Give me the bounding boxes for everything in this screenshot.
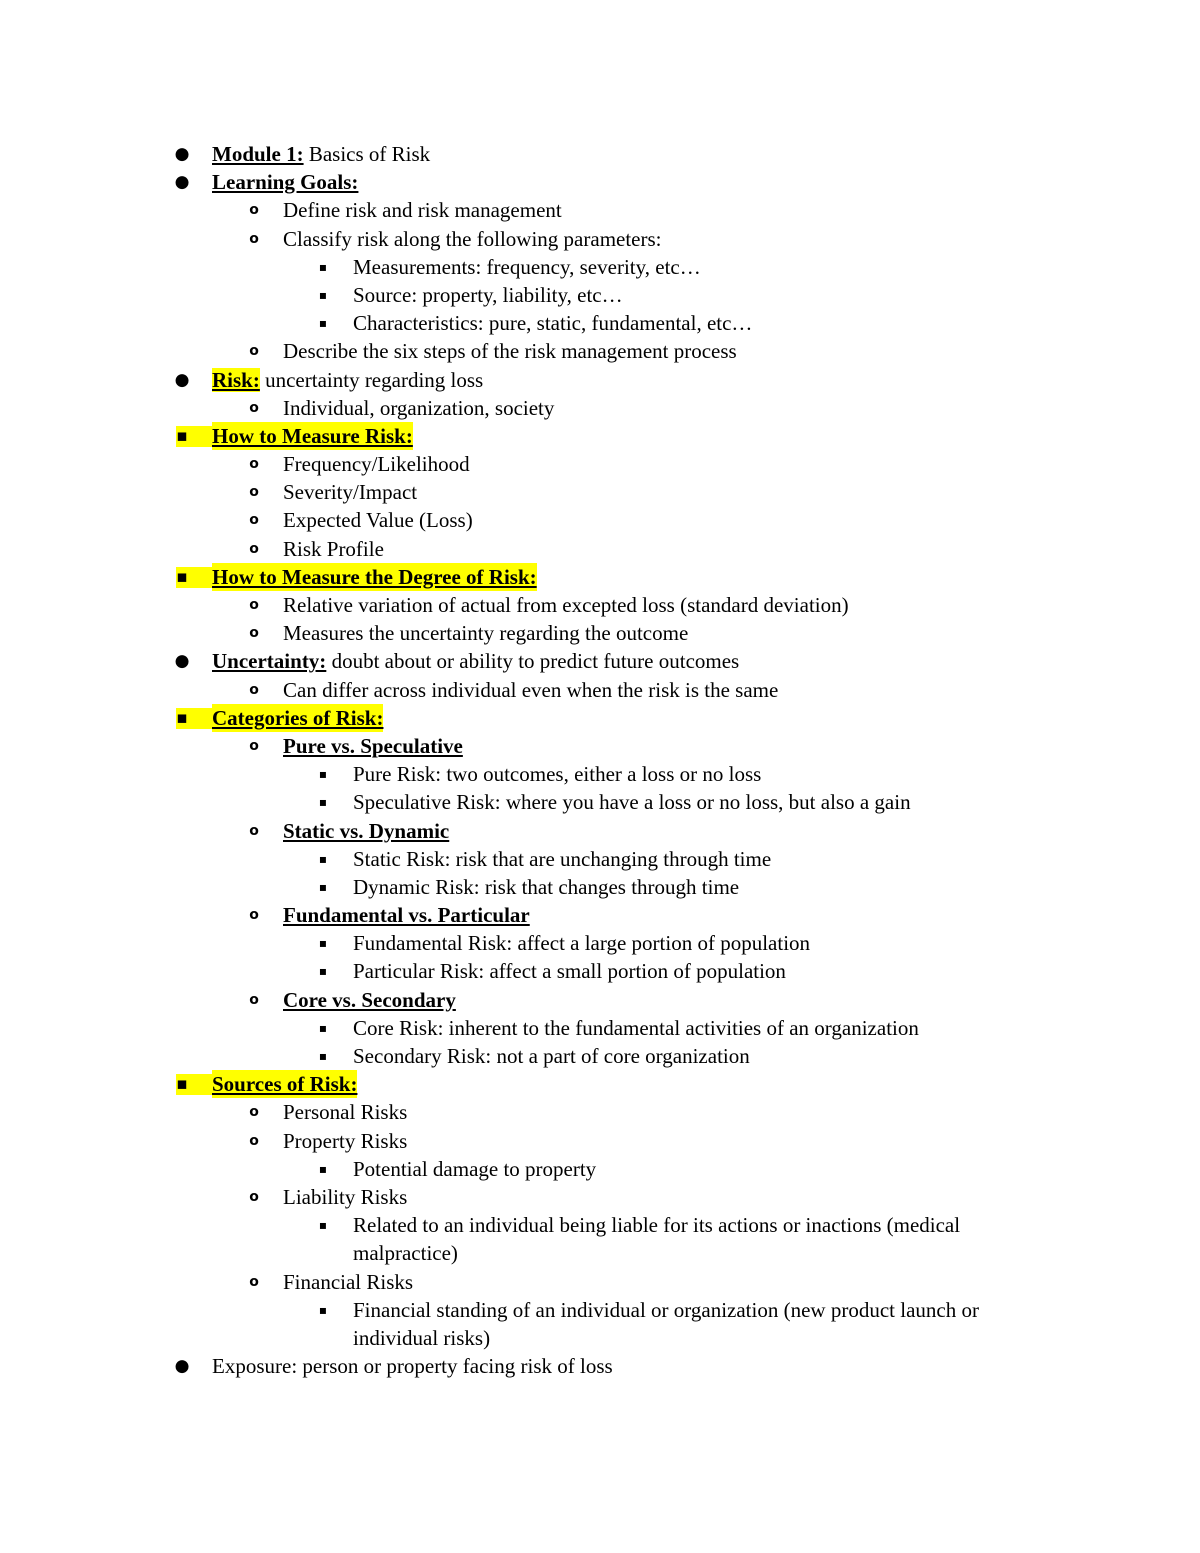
list-item <box>0 196 1200 224</box>
circle-bullet-icon: o <box>249 456 259 473</box>
list-item <box>0 647 1200 675</box>
list-item-text: Measurements: frequency, severity, etc… <box>353 254 701 279</box>
circle-bullet-icon: o <box>249 625 259 642</box>
circle-bullet-icon: o <box>249 512 259 529</box>
module-title: Basics of Risk <box>303 142 431 166</box>
list-item <box>0 619 1200 647</box>
list-item <box>0 535 1200 563</box>
list-item-text: Severity/Impact <box>283 480 418 505</box>
list-item-text: Source: property, liability, etc… <box>353 282 623 307</box>
list-item <box>0 563 1200 591</box>
list-item <box>0 760 1200 788</box>
list-item-text: Core Risk: inherent to the fundamental activities of an organization <box>353 1015 919 1040</box>
square-bullet-icon: ▪ <box>318 1161 328 1176</box>
square-bullet-icon: ▪ <box>318 287 328 302</box>
list-item-text: Define risk and risk management <box>283 198 562 223</box>
list-item <box>0 873 1200 901</box>
list-item <box>0 1070 1200 1098</box>
list-item-text: Speculative Risk: where you have a loss or no loss, but also a gain <box>353 790 911 815</box>
list-item-text: Personal Risks <box>283 1100 408 1125</box>
list-item-text: Classify risk along the following parameters: <box>283 226 662 251</box>
measure-degree-heading: How to Measure the Degree of Risk: <box>212 563 537 591</box>
categories-heading: Categories of Risk: <box>212 704 383 732</box>
uncertainty-definition: doubt about or ability to predict future outcomes <box>326 649 740 674</box>
list-item-text: Related to an individual being liable for its actions or inactions (medical malpractice) <box>353 1213 961 1266</box>
list-item-text: Expected Value (Loss) <box>283 508 473 533</box>
square-bullet-icon: ▪ <box>318 964 328 979</box>
circle-bullet-icon: o <box>249 1104 259 1121</box>
list-item <box>0 1127 1200 1155</box>
square-bullet-icon: ▪ <box>318 1020 328 1035</box>
list-item <box>0 1098 1200 1126</box>
circle-bullet-icon: o <box>249 1188 259 1205</box>
list-item <box>0 422 1200 450</box>
list-item <box>0 1183 1200 1211</box>
bullet-icon: ● <box>174 1356 190 1377</box>
circle-bullet-icon: o <box>249 822 259 839</box>
list-item-text: Property Risks <box>283 1128 408 1153</box>
circle-bullet-icon: o <box>249 230 259 247</box>
bullet-icon: ▪ <box>176 425 188 446</box>
subheading: Fundamental vs. Particular <box>283 903 530 928</box>
list-item-text: Dynamic Risk: risk that changes through time <box>353 874 740 899</box>
list-item <box>0 394 1200 422</box>
bullet-icon: ● <box>174 651 190 672</box>
list-item-text: Individual, organization, society <box>283 395 555 420</box>
list-item <box>0 591 1200 619</box>
list-item <box>0 704 1200 732</box>
list-item-text: Characteristics: pure, static, fundamental, etc… <box>353 311 753 336</box>
subheading: Static vs. Dynamic <box>283 818 450 843</box>
circle-bullet-icon: o <box>249 1132 259 1149</box>
list-item <box>0 450 1200 478</box>
list-item <box>0 732 1200 760</box>
list-item <box>0 986 1200 1014</box>
list-item-text: Secondary Risk: not a part of core organization <box>353 1044 750 1068</box>
square-bullet-icon: ▪ <box>318 851 328 866</box>
list-item <box>0 1014 1200 1042</box>
list-item-text: Relative variation of actual from excepted loss (standard deviation) <box>283 593 849 617</box>
list-item-text: Financial Risks <box>283 1269 414 1294</box>
risk-definition: uncertainty regarding loss <box>259 367 484 392</box>
list-item <box>0 1296 1200 1352</box>
circle-bullet-icon: o <box>249 484 259 501</box>
list-item <box>0 140 1200 168</box>
measure-risk-heading: How to Measure Risk: <box>212 422 413 450</box>
learning-goals-heading: Learning Goals: <box>212 170 359 195</box>
circle-bullet-icon: o <box>249 540 259 557</box>
list-item <box>0 1352 1200 1380</box>
square-bullet-icon: ▪ <box>318 1302 328 1317</box>
list-item <box>0 1268 1200 1296</box>
list-item <box>0 253 1200 281</box>
list-item-text: Potential damage to property <box>353 1156 597 1181</box>
list-item <box>0 366 1200 394</box>
risk-label: Risk: <box>212 367 260 392</box>
square-bullet-icon: ▪ <box>318 879 328 894</box>
square-bullet-icon: ▪ <box>318 1049 328 1063</box>
square-bullet-icon: ▪ <box>318 767 328 782</box>
bullet-icon: ● <box>174 172 190 193</box>
list-item <box>0 788 1200 816</box>
list-item <box>0 676 1200 704</box>
list-item <box>0 845 1200 873</box>
list-item <box>0 957 1200 985</box>
list-item-text: Particular Risk: affect a small portion of population <box>353 959 786 984</box>
list-item-text: Liability Risks <box>283 1184 408 1209</box>
square-bullet-icon: ▪ <box>318 259 328 274</box>
circle-bullet-icon: o <box>249 991 259 1008</box>
list-item <box>0 1155 1200 1183</box>
bullet-icon: ● <box>174 369 190 390</box>
list-item <box>0 901 1200 929</box>
uncertainty-label: Uncertainty: <box>212 649 327 674</box>
sources-heading: Sources of Risk: <box>212 1070 357 1098</box>
list-item <box>0 1211 1200 1267</box>
bullet-icon: ▪ <box>176 566 188 587</box>
bullet-icon: ▪ <box>176 707 188 728</box>
list-item-text: Financial standing of an individual or organization (new product launch or individual risks) <box>353 1297 979 1350</box>
module-label: Module 1: <box>212 142 304 166</box>
list-item-text: Fundamental Risk: affect a large portion of population <box>353 931 811 956</box>
list-item <box>0 506 1200 534</box>
list-item-text: Measures the uncertainty regarding the outcome <box>283 621 689 646</box>
list-item-text: Frequency/Likelihood <box>283 452 470 477</box>
document-page <box>0 140 1200 1380</box>
circle-bullet-icon: o <box>249 597 259 613</box>
circle-bullet-icon: o <box>249 343 259 360</box>
list-item-text: Static Risk: risk that are unchanging through time <box>353 846 772 871</box>
list-item-text: Describe the six steps of the risk management process <box>283 339 737 364</box>
list-item <box>0 168 1200 196</box>
list-item <box>0 309 1200 337</box>
list-item-text: Exposure: person or property facing risk of loss <box>212 1354 613 1379</box>
list-item <box>0 929 1200 957</box>
list-item <box>0 281 1200 309</box>
bullet-icon: ● <box>174 144 190 164</box>
list-item-text: Can differ across individual even when the risk is the same <box>283 677 779 702</box>
subheading: Pure vs. Speculative <box>283 733 463 758</box>
list-item <box>0 478 1200 506</box>
square-bullet-icon: ▪ <box>318 936 328 951</box>
circle-bullet-icon: o <box>249 737 259 754</box>
circle-bullet-icon: o <box>249 907 259 924</box>
circle-bullet-icon: o <box>249 681 259 698</box>
square-bullet-icon: ▪ <box>318 316 328 331</box>
bullet-icon: ▪ <box>176 1074 188 1095</box>
circle-bullet-icon: o <box>249 399 259 416</box>
list-item-text: Risk Profile <box>283 536 384 561</box>
list-item <box>0 337 1200 365</box>
circle-bullet-icon: o <box>249 202 259 219</box>
square-bullet-icon: ▪ <box>318 1218 328 1233</box>
list-item <box>0 1042 1200 1070</box>
subheading: Core vs. Secondary <box>283 987 456 1012</box>
list-item-text: Pure Risk: two outcomes, either a loss or no loss <box>353 762 762 787</box>
circle-bullet-icon: o <box>249 1273 259 1290</box>
list-item <box>0 225 1200 253</box>
square-bullet-icon: ▪ <box>318 795 328 810</box>
list-item <box>0 817 1200 845</box>
